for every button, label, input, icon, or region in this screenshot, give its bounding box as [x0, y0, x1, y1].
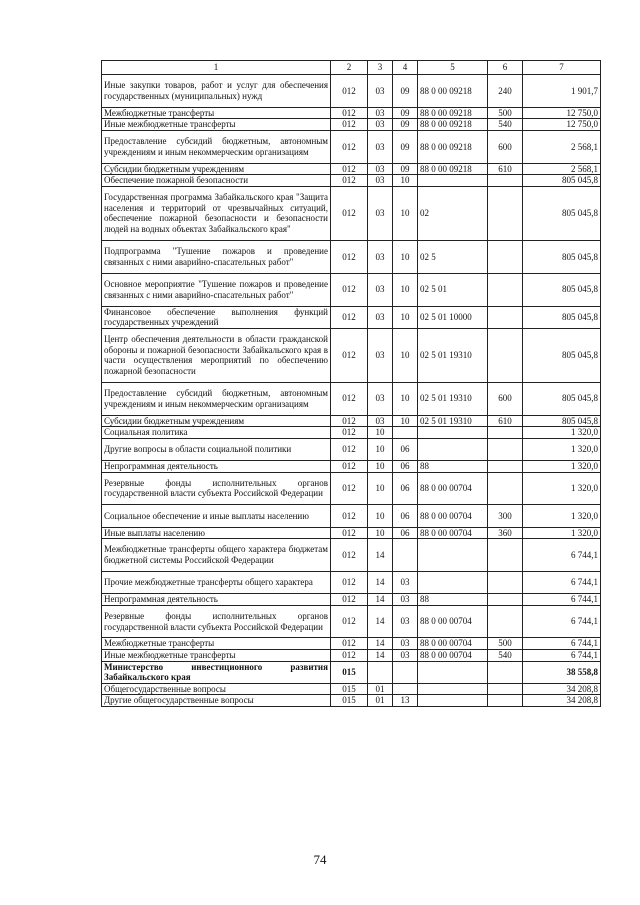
table-row [102, 273, 601, 306]
row-expense-type: 540 [488, 119, 523, 131]
row-target-code: 88 0 00 00704 [418, 650, 488, 662]
row-ministry-code: 012 [331, 163, 368, 175]
row-name: Резервные фонды исполнительных органов государственной власти субъекта Российской Федерации [102, 472, 331, 505]
row-ministry-code: 012 [331, 306, 368, 328]
row-expense-type: 600 [488, 130, 523, 163]
table-row [102, 382, 601, 415]
header-col-4: 4 [393, 61, 418, 75]
row-amount: 1 320,0 [523, 527, 601, 539]
row-section-code: 14 [368, 650, 393, 662]
row-name: Межбюджетные трансферты общего характера бюджетам бюджетной системы Российской Федерации [102, 539, 331, 572]
row-section-code: 10 [368, 427, 393, 439]
row-target-code: 02 5 01 19310 [418, 328, 488, 382]
table-row [102, 175, 601, 187]
row-section-code: 03 [368, 175, 393, 187]
row-ministry-code: 012 [331, 175, 368, 187]
row-subsection-code [393, 683, 418, 695]
table-row [102, 571, 601, 593]
row-ministry-code: 012 [331, 75, 368, 108]
row-expense-type [488, 683, 523, 695]
row-amount: 805 045,8 [523, 328, 601, 382]
row-target-code: 88 0 00 00704 [418, 505, 488, 527]
row-expense-type [488, 427, 523, 439]
row-section-code: 10 [368, 460, 393, 472]
row-section-code: 14 [368, 571, 393, 593]
row-target-code [418, 175, 488, 187]
row-subsection-code: 03 [393, 594, 418, 606]
row-amount: 1 320,0 [523, 472, 601, 505]
row-section-code: 01 [368, 683, 393, 695]
row-ministry-code: 012 [331, 273, 368, 306]
table-row [102, 427, 601, 439]
row-target-code: 02 5 01 10000 [418, 306, 488, 328]
row-amount: 805 045,8 [523, 240, 601, 273]
row-section-code: 03 [368, 306, 393, 328]
row-expense-type: 610 [488, 415, 523, 427]
row-subsection-code: 13 [393, 695, 418, 707]
table-row [102, 539, 601, 572]
row-subsection-code: 06 [393, 438, 418, 460]
row-target-code [418, 438, 488, 460]
table-row [102, 306, 601, 328]
table-row [102, 594, 601, 606]
table-row [102, 415, 601, 427]
row-amount: 1 320,0 [523, 460, 601, 472]
table-row [102, 661, 601, 683]
row-amount: 6 744,1 [523, 571, 601, 593]
table-body [102, 61, 601, 707]
row-ministry-code: 012 [331, 240, 368, 273]
row-amount: 12 750,0 [523, 107, 601, 119]
row-name: Социальное обеспечение и иные выплаты населению [102, 505, 331, 527]
row-amount: 6 744,1 [523, 594, 601, 606]
row-section-code: 01 [368, 695, 393, 707]
row-expense-type [488, 328, 523, 382]
row-expense-type [488, 175, 523, 187]
row-subsection-code: 03 [393, 605, 418, 638]
row-subsection-code [393, 661, 418, 683]
row-amount: 805 045,8 [523, 273, 601, 306]
table-row [102, 638, 601, 650]
row-name: Субсидии бюджетным учреждениям [102, 415, 331, 427]
row-target-code: 88 [418, 460, 488, 472]
row-name: Субсидии бюджетным учреждениям [102, 163, 331, 175]
row-subsection-code: 09 [393, 75, 418, 108]
row-ministry-code: 012 [331, 438, 368, 460]
row-target-code: 88 0 00 09218 [418, 119, 488, 131]
row-amount: 805 045,8 [523, 175, 601, 187]
row-expense-type [488, 695, 523, 707]
table-row [102, 472, 601, 505]
row-amount: 12 750,0 [523, 119, 601, 131]
row-expense-type [488, 605, 523, 638]
row-amount: 6 744,1 [523, 539, 601, 572]
row-name: Иные межбюджетные трансферты [102, 650, 331, 662]
row-target-code: 88 0 00 09218 [418, 163, 488, 175]
table-row [102, 75, 601, 108]
row-target-code: 88 0 00 09218 [418, 130, 488, 163]
row-name: Непрограммная деятельность [102, 460, 331, 472]
row-expense-type: 240 [488, 75, 523, 108]
row-ministry-code: 012 [331, 415, 368, 427]
row-ministry-code: 012 [331, 130, 368, 163]
row-name: Межбюджетные трансферты [102, 638, 331, 650]
row-section-code: 14 [368, 638, 393, 650]
row-section-code: 03 [368, 163, 393, 175]
row-name: Общегосударственные вопросы [102, 683, 331, 695]
row-section-code: 10 [368, 438, 393, 460]
row-target-code: 02 [418, 186, 488, 240]
header-col-2: 2 [331, 61, 368, 75]
row-expense-type: 360 [488, 527, 523, 539]
table-row [102, 460, 601, 472]
row-ministry-code: 012 [331, 382, 368, 415]
row-name: Иные выплаты населению [102, 527, 331, 539]
row-amount: 6 744,1 [523, 638, 601, 650]
row-ministry-code: 012 [331, 472, 368, 505]
row-name: Межбюджетные трансферты [102, 107, 331, 119]
row-ministry-code: 012 [331, 107, 368, 119]
row-section-code: 03 [368, 107, 393, 119]
row-name: Предоставление субсидий бюджетным, автономным учреждениям и иным некоммерческим организациям [102, 130, 331, 163]
row-expense-type [488, 306, 523, 328]
row-target-code: 88 0 00 09218 [418, 75, 488, 108]
table-row [102, 186, 601, 240]
row-expense-type [488, 539, 523, 572]
row-amount: 805 045,8 [523, 186, 601, 240]
row-expense-type: 600 [488, 382, 523, 415]
row-name: Социальная политика [102, 427, 331, 439]
row-expense-type [488, 186, 523, 240]
row-target-code: 02 5 01 19310 [418, 415, 488, 427]
row-ministry-code: 012 [331, 527, 368, 539]
row-section-code: 10 [368, 472, 393, 505]
row-name: Основное мероприятие "Тушение пожаров и проведение связанных с ними аварийно-спасательных работ" [102, 273, 331, 306]
row-expense-type: 500 [488, 107, 523, 119]
row-amount: 1 320,0 [523, 505, 601, 527]
row-target-code: 02 5 01 [418, 273, 488, 306]
row-section-code: 14 [368, 539, 393, 572]
row-ministry-code: 012 [331, 427, 368, 439]
row-subsection-code: 06 [393, 460, 418, 472]
row-name: Резервные фонды исполнительных органов государственной власти субъекта Российской Федерации [102, 605, 331, 638]
row-section-code: 03 [368, 415, 393, 427]
row-name: Непрограммная деятельность [102, 594, 331, 606]
row-ministry-code: 012 [331, 505, 368, 527]
row-subsection-code: 09 [393, 107, 418, 119]
row-name: Прочие межбюджетные трансферты общего характера [102, 571, 331, 593]
table-row [102, 605, 601, 638]
row-amount: 6 744,1 [523, 605, 601, 638]
row-section-code: 03 [368, 273, 393, 306]
row-subsection-code: 09 [393, 119, 418, 131]
row-subsection-code: 06 [393, 472, 418, 505]
header-col-5: 5 [418, 61, 488, 75]
table-row [102, 119, 601, 131]
table-row [102, 107, 601, 119]
row-expense-type: 610 [488, 163, 523, 175]
row-amount: 1 901,7 [523, 75, 601, 108]
row-target-code: 88 0 00 09218 [418, 107, 488, 119]
table-row [102, 695, 601, 707]
row-name: Другие общегосударственные вопросы [102, 695, 331, 707]
row-name: Государственная программа Забайкальского края "Защита населения и территорий от чрезвычайных ситуаций, обеспечение пожарной безопасности и безопасности людей на водных объектах Забайкальского края" [102, 186, 331, 240]
row-expense-type [488, 438, 523, 460]
row-expense-type [488, 571, 523, 593]
table-row [102, 328, 601, 382]
row-ministry-code: 012 [331, 119, 368, 131]
table-row [102, 527, 601, 539]
row-amount: 38 558,8 [523, 661, 601, 683]
row-target-code [418, 427, 488, 439]
row-section-code [368, 661, 393, 683]
row-section-code: 14 [368, 605, 393, 638]
table-row [102, 650, 601, 662]
row-section-code: 03 [368, 240, 393, 273]
row-amount: 34 208,8 [523, 695, 601, 707]
row-expense-type [488, 594, 523, 606]
row-subsection-code: 09 [393, 163, 418, 175]
row-subsection-code: 10 [393, 273, 418, 306]
row-section-code: 14 [368, 594, 393, 606]
row-section-code: 03 [368, 130, 393, 163]
row-subsection-code: 10 [393, 186, 418, 240]
row-ministry-code: 012 [331, 460, 368, 472]
row-expense-type: 300 [488, 505, 523, 527]
row-subsection-code: 06 [393, 505, 418, 527]
row-name: Предоставление субсидий бюджетным, автономным учреждениям и иным некоммерческим организациям [102, 382, 331, 415]
row-ministry-code: 015 [331, 661, 368, 683]
row-section-code: 10 [368, 505, 393, 527]
row-subsection-code: 10 [393, 175, 418, 187]
row-amount: 1 320,0 [523, 427, 601, 439]
table-row [102, 505, 601, 527]
row-amount: 805 045,8 [523, 382, 601, 415]
row-expense-type [488, 240, 523, 273]
row-target-code: 02 5 [418, 240, 488, 273]
row-amount: 1 320,0 [523, 438, 601, 460]
row-ministry-code: 012 [331, 594, 368, 606]
row-subsection-code: 10 [393, 328, 418, 382]
row-section-code: 03 [368, 75, 393, 108]
row-amount: 805 045,8 [523, 415, 601, 427]
row-subsection-code: 09 [393, 130, 418, 163]
header-col-6: 6 [488, 61, 523, 75]
row-expense-type [488, 661, 523, 683]
row-amount: 805 045,8 [523, 306, 601, 328]
row-target-code [418, 695, 488, 707]
row-subsection-code [393, 539, 418, 572]
row-ministry-code: 012 [331, 571, 368, 593]
row-amount: 2 568,1 [523, 130, 601, 163]
row-section-code: 03 [368, 119, 393, 131]
header-col-3: 3 [368, 61, 393, 75]
row-ministry-code: 012 [331, 539, 368, 572]
row-name: Центр обеспечения деятельности в области гражданской обороны и пожарной безопасности Забайкальского края в части осуществления мероприятий по обеспечению пожарной безопасности [102, 328, 331, 382]
row-target-code [418, 571, 488, 593]
row-name: Обеспечение пожарной безопасности [102, 175, 331, 187]
row-target-code: 88 0 00 00704 [418, 605, 488, 638]
row-target-code: 88 [418, 594, 488, 606]
row-ministry-code: 015 [331, 683, 368, 695]
row-target-code: 88 0 00 00704 [418, 638, 488, 650]
row-section-code: 03 [368, 382, 393, 415]
row-ministry-code: 012 [331, 638, 368, 650]
table-row [102, 163, 601, 175]
row-subsection-code: 10 [393, 382, 418, 415]
row-expense-type [488, 472, 523, 505]
row-name: Подпрограмма "Тушение пожаров и проведение связанных с ними аварийно-спасательных работ" [102, 240, 331, 273]
row-subsection-code: 06 [393, 527, 418, 539]
row-ministry-code: 012 [331, 605, 368, 638]
row-target-code [418, 661, 488, 683]
row-target-code [418, 539, 488, 572]
row-name: Министерство инвестиционного развития Забайкальского края [102, 661, 331, 683]
row-section-code: 03 [368, 186, 393, 240]
row-target-code [418, 683, 488, 695]
row-ministry-code: 012 [331, 328, 368, 382]
row-name: Финансовое обеспечение выполнения функций государственных учреждений [102, 306, 331, 328]
row-ministry-code: 012 [331, 650, 368, 662]
row-subsection-code: 10 [393, 415, 418, 427]
row-section-code: 03 [368, 328, 393, 382]
row-section-code: 10 [368, 527, 393, 539]
table-row [102, 130, 601, 163]
row-expense-type [488, 273, 523, 306]
row-subsection-code: 03 [393, 650, 418, 662]
row-ministry-code: 012 [331, 186, 368, 240]
header-row [102, 61, 601, 75]
page-number: 74 [313, 852, 327, 867]
table-row [102, 240, 601, 273]
row-subsection-code: 10 [393, 240, 418, 273]
row-target-code: 02 5 01 19310 [418, 382, 488, 415]
row-name: Иные межбюджетные трансферты [102, 119, 331, 131]
header-col-7: 7 [523, 61, 601, 75]
row-name: Иные закупки товаров, работ и услуг для обеспечения государственных (муниципальных) нужд [102, 75, 331, 108]
row-subsection-code [393, 427, 418, 439]
budget-table [101, 60, 601, 707]
table-row [102, 683, 601, 695]
row-expense-type [488, 460, 523, 472]
row-ministry-code: 015 [331, 695, 368, 707]
row-expense-type: 540 [488, 650, 523, 662]
row-expense-type: 500 [488, 638, 523, 650]
row-name: Другие вопросы в области социальной политики [102, 438, 331, 460]
row-subsection-code: 10 [393, 306, 418, 328]
row-subsection-code: 03 [393, 638, 418, 650]
row-target-code: 88 0 00 00704 [418, 527, 488, 539]
row-subsection-code: 03 [393, 571, 418, 593]
table-row [102, 438, 601, 460]
header-col-1: 1 [102, 61, 331, 75]
row-amount: 34 208,8 [523, 683, 601, 695]
row-target-code: 88 0 00 00704 [418, 472, 488, 505]
row-amount: 2 568,1 [523, 163, 601, 175]
row-amount: 6 744,1 [523, 650, 601, 662]
